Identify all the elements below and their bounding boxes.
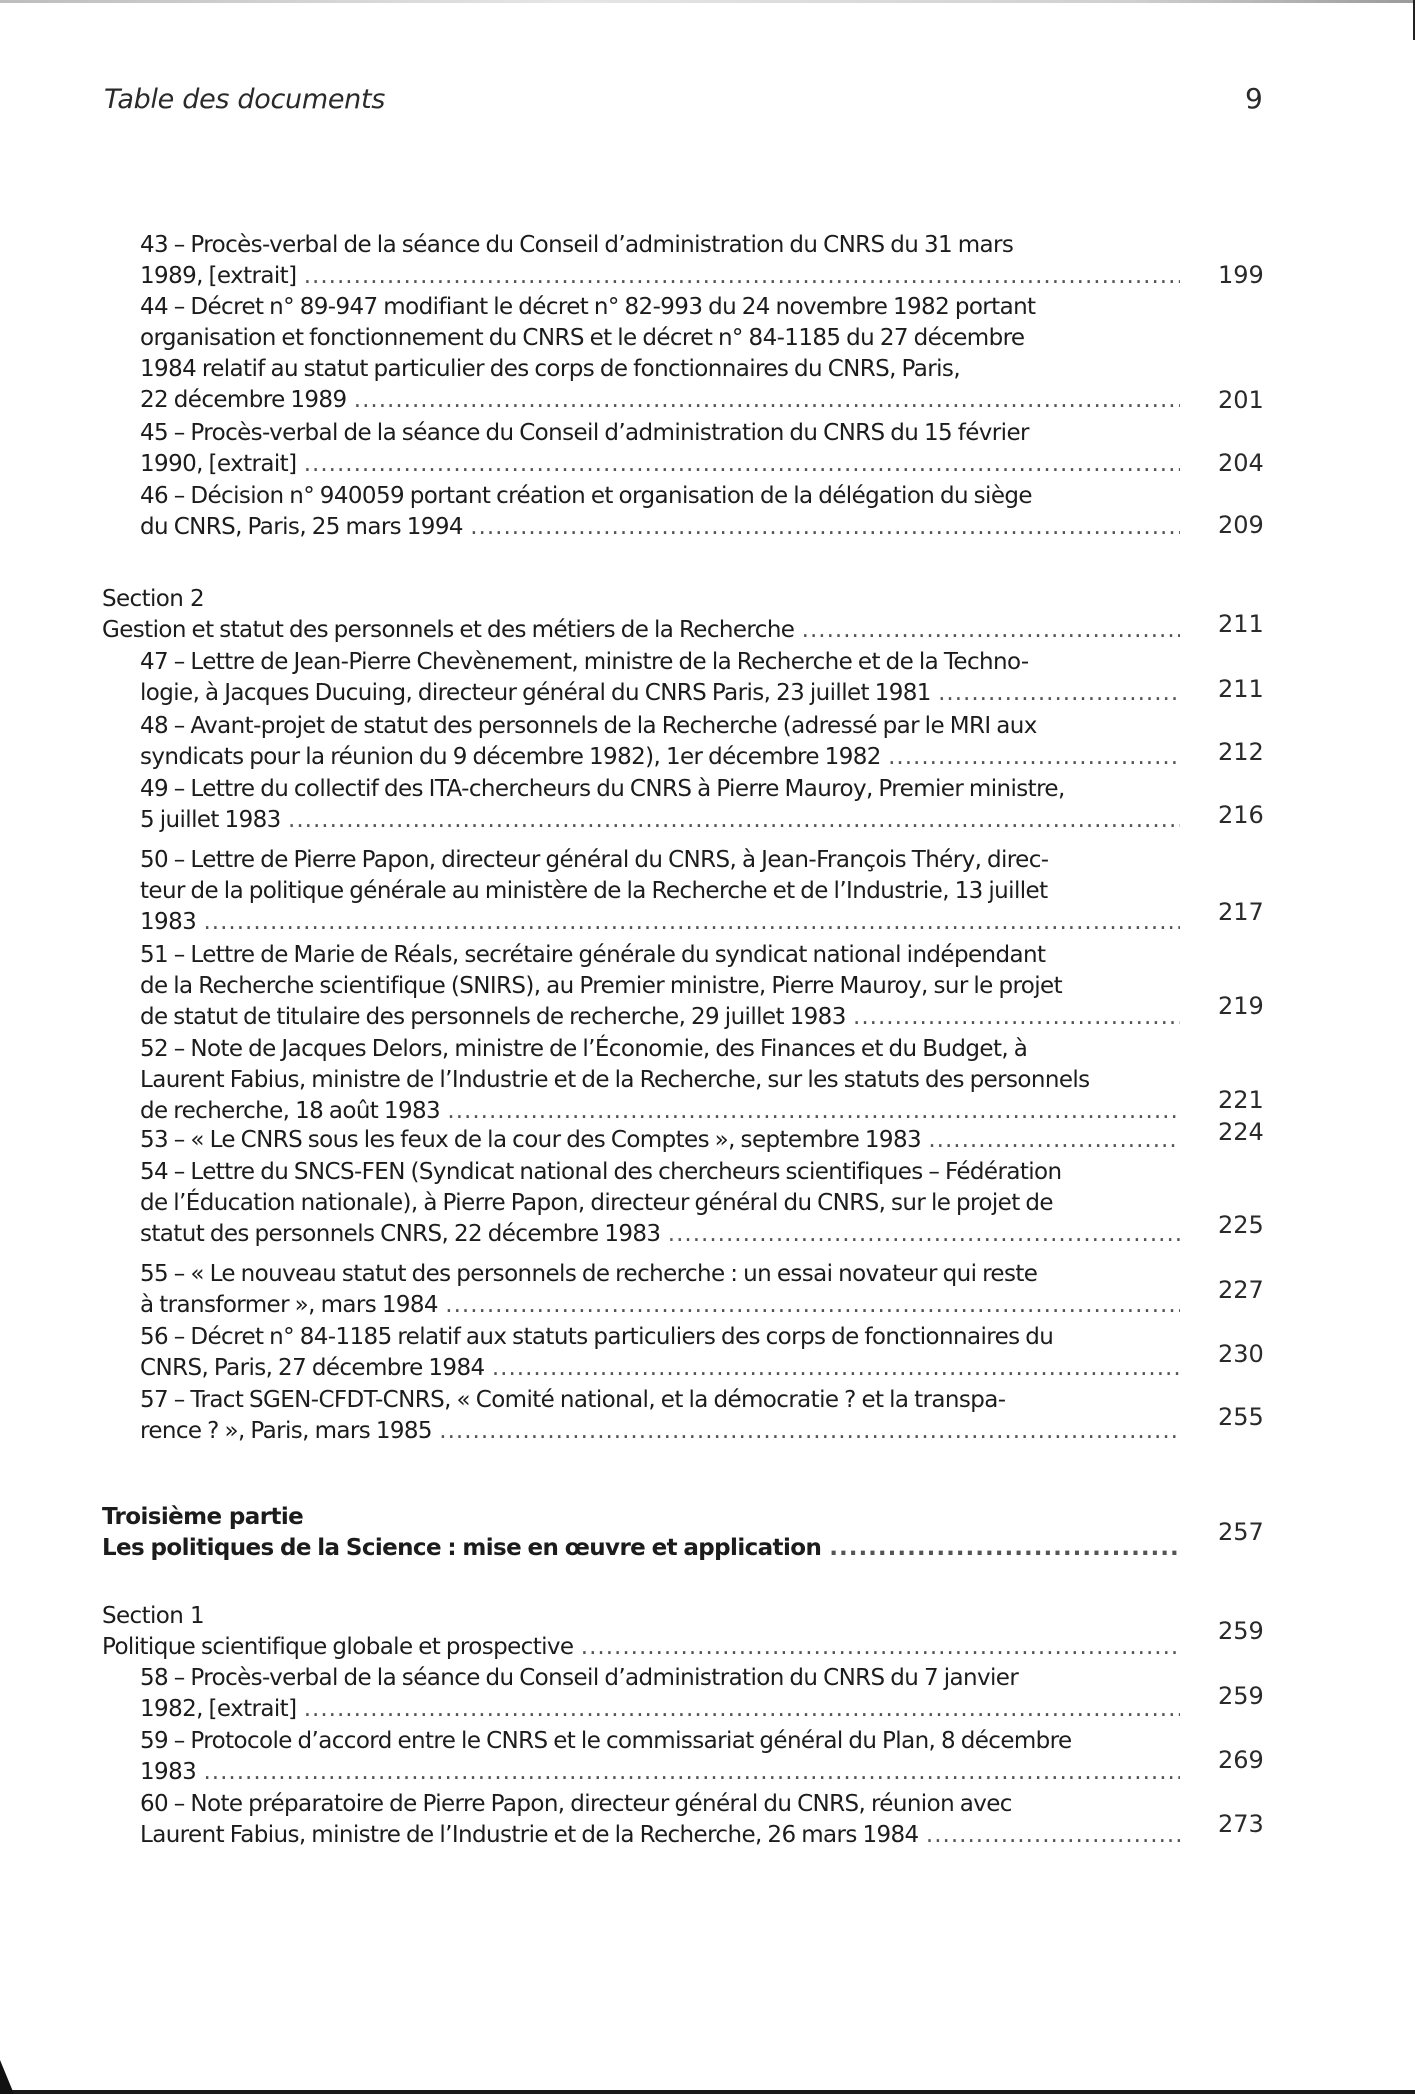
scan-edge-top bbox=[0, 0, 1415, 3]
toc-entry-58[interactable]: 58 – Procès-verbal de la séance du Conseil d’administration du CNRS du 7 janvier 1982, [extrait] ..... bbox=[140, 1663, 1180, 1725]
toc-page-57: 255 bbox=[1218, 1403, 1264, 1431]
toc-page-48: 212 bbox=[1218, 738, 1264, 766]
section-2-heading[interactable]: Gestion et statut des personnels et des métiers de la Recherche ..... bbox=[102, 615, 1180, 646]
part-3-section-1-heading[interactable]: Politique scientifique globale et prospective ..... bbox=[102, 1632, 1180, 1663]
toc-entry-59[interactable]: 59 – Protocole d’accord entre le CNRS et le commissariat général du Plan, 8 décembre 1983 ..... bbox=[140, 1726, 1180, 1788]
toc-page-53: 224 bbox=[1218, 1118, 1264, 1146]
toc-page-43: 199 bbox=[1218, 261, 1264, 289]
toc-entry-43[interactable]: 43 – Procès-verbal de la séance du Conseil d’administration du CNRS du 31 mars 1989, [extrait] ..... bbox=[140, 230, 1180, 292]
toc-page-54: 225 bbox=[1218, 1211, 1264, 1239]
section-2-label: Section 2 bbox=[102, 586, 204, 612]
toc-page-58: 259 bbox=[1218, 1682, 1264, 1710]
toc-entry-49[interactable]: 49 – Lettre du collectif des ITA-chercheurs du CNRS à Pierre Mauroy, Premier ministre, 5 juillet 1983 ..... bbox=[140, 774, 1180, 836]
toc-entry-48[interactable]: 48 – Avant-projet de statut des personnels de la Recherche (adressé par le MRI aux syndicats pour la réunion du 9 décembre 1982), 1er décembre 1982 ..... bbox=[140, 711, 1180, 773]
toc-entry-57[interactable]: 57 – Tract SGEN-CFDT-CNRS, « Comité national, et la démocratie ? et la transpa- rence ? », Paris, mars 1985 ..... bbox=[140, 1385, 1180, 1447]
toc-page-49: 216 bbox=[1218, 801, 1264, 829]
toc-entry-46[interactable]: 46 – Décision n° 940059 portant création et organisation de la délégation du siège du CNRS, Paris, 25 mars 1994 ..... bbox=[140, 481, 1180, 543]
toc-page-51: 219 bbox=[1218, 992, 1264, 1020]
toc-page-50: 217 bbox=[1218, 898, 1264, 926]
toc-entry-47[interactable]: 47 – Lettre de Jean-Pierre Chevènement, ministre de la Recherche et de la Techno- logie, à Jacques Ducuing, directeur général du CNRS Paris, 23 juillet 1981 ..... bbox=[140, 647, 1180, 709]
toc-page-56: 230 bbox=[1218, 1340, 1264, 1368]
part-3-heading[interactable]: Les politiques de la Science : mise en œuvre et application ..... bbox=[102, 1533, 1180, 1564]
toc-page-59: 269 bbox=[1218, 1746, 1264, 1774]
toc-entry-53[interactable]: 53 – « Le CNRS sous les feux de la cour des Comptes », septembre 1983 ..... bbox=[140, 1125, 1180, 1156]
part-3-label: Troisième partie bbox=[102, 1504, 304, 1530]
toc-entry-51[interactable]: 51 – Lettre de Marie de Réals, secrétaire générale du syndicat national indépendant de la Recherche scientifique (SNIRS), au Premier ministre, Pierre Mauroy, sur le projet de statut de titulaire des personnels de recherche, 29 juillet 1983 ..... bbox=[140, 940, 1180, 1033]
toc-entry-52[interactable]: 52 – Note de Jacques Delors, ministre de l’Économie, des Finances et du Budget, à Laurent Fabius, ministre de l’Industrie et de la Recherche, sur les statuts des personnels de recherche, 18 août 1983 ..... bbox=[140, 1034, 1180, 1127]
part-3-page: 257 bbox=[1218, 1518, 1264, 1546]
page-number: 9 bbox=[1245, 82, 1263, 115]
toc-page-55: 227 bbox=[1218, 1276, 1264, 1304]
toc-page-46: 209 bbox=[1218, 511, 1264, 539]
running-title: Table des documents bbox=[104, 84, 386, 115]
toc-page-52: 221 bbox=[1218, 1086, 1264, 1114]
toc-page-44: 201 bbox=[1218, 386, 1264, 414]
toc-entry-50[interactable]: 50 – Lettre de Pierre Papon, directeur général du CNRS, à Jean-François Théry, direc- teur de la politique générale au ministère de la Recherche et de l’Industrie, 13 juillet 1983 ..... bbox=[140, 845, 1180, 938]
scan-corner-shadow bbox=[0, 2060, 14, 2094]
toc-entry-56[interactable]: 56 – Décret n° 84-1185 relatif aux statuts particuliers des corps de fonctionnaires du CNRS, Paris, 27 décembre 1984 ..... bbox=[140, 1322, 1180, 1384]
part-3-section-1-label: Section 1 bbox=[102, 1603, 204, 1629]
toc-entry-45[interactable]: 45 – Procès-verbal de la séance du Conseil d’administration du CNRS du 15 février 1990, [extrait] ..... bbox=[140, 418, 1180, 480]
scan-edge-bottom bbox=[0, 2090, 1415, 2094]
toc-entry-54[interactable]: 54 – Lettre du SNCS-FEN (Syndicat national des chercheurs scientifiques – Fédération de l’Éducation nationale), à Pierre Papon, directeur général du CNRS, sur le projet de statut des personnels CNRS, 22 décembre 1983 ..... bbox=[140, 1157, 1180, 1250]
section-2-page: 211 bbox=[1218, 610, 1264, 638]
toc-entry-44[interactable]: 44 – Décret n° 89-947 modifiant le décret n° 82-993 du 24 novembre 1982 portant organisation et fonctionnement du CNRS et le décret n° 84-1185 du 27 décembre 1984 relatif au statut particulier des corps de fonctionnaires du CNRS, Paris, 22 décembre 1989 ..... bbox=[140, 292, 1180, 416]
toc-page-45: 204 bbox=[1218, 449, 1264, 477]
part-3-section-1-page: 259 bbox=[1218, 1617, 1264, 1645]
toc-page-47: 211 bbox=[1218, 675, 1264, 703]
toc-entry-55[interactable]: 55 – « Le nouveau statut des personnels de recherche : un essai novateur qui reste à transformer », mars 1984 ..... bbox=[140, 1259, 1180, 1321]
toc-page-60: 273 bbox=[1218, 1810, 1264, 1838]
toc-entry-60[interactable]: 60 – Note préparatoire de Pierre Papon, directeur général du CNRS, réunion avec Laurent Fabius, ministre de l’Industrie et de la Recherche, 26 mars 1984 ..... bbox=[140, 1789, 1180, 1851]
